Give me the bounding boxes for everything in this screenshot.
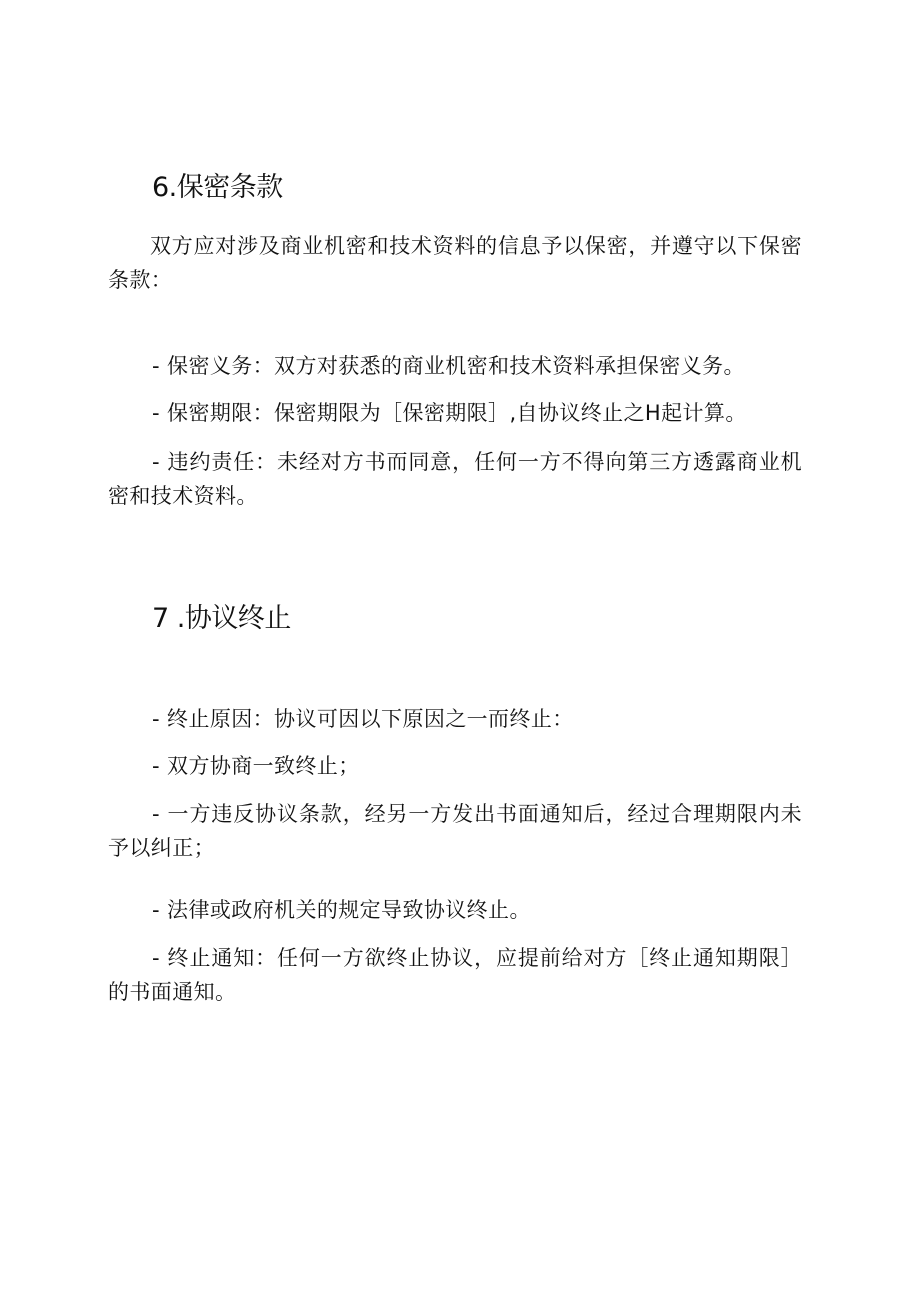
termination-item-reasons: - 终止原因：协议可因以下原因之一而终止： <box>152 707 574 731</box>
confidentiality-intro-paragraph: 双方应对涉及商业机密和技术资料的信息予以保密，并遵守以下保密条款： <box>108 234 802 292</box>
termination-item-notice: - 终止通知：任何一方欲终止协议，应提前给对方［终止通知期限］的书面通知。 <box>108 946 802 1004</box>
termination-item-mutual: - 双方协商一致终止； <box>152 754 360 778</box>
section-heading-confidentiality: 6.保密条款 <box>152 172 283 203</box>
section-heading-termination: 7 .协议终止 <box>152 603 291 634</box>
termination-item-law: - 法律或政府机关的规定导致协议终止。 <box>152 898 531 922</box>
confidentiality-item-liability: - 违约责任：未经对方书而同意，任何一方不得向第三方透露商业机密和技术资料。 <box>108 450 802 508</box>
confidentiality-item-period: - 保密期限：保密期限为［保密期限］,自协议终止之H起计算。 <box>152 401 747 425</box>
termination-item-breach: - 一方违反协议条款，经另一方发出书面通知后，经过合理期限内未予以纠正； <box>108 802 802 860</box>
confidentiality-item-obligation: - 保密义务：双方对获悉的商业机密和技术资料承担保密义务。 <box>152 354 745 378</box>
